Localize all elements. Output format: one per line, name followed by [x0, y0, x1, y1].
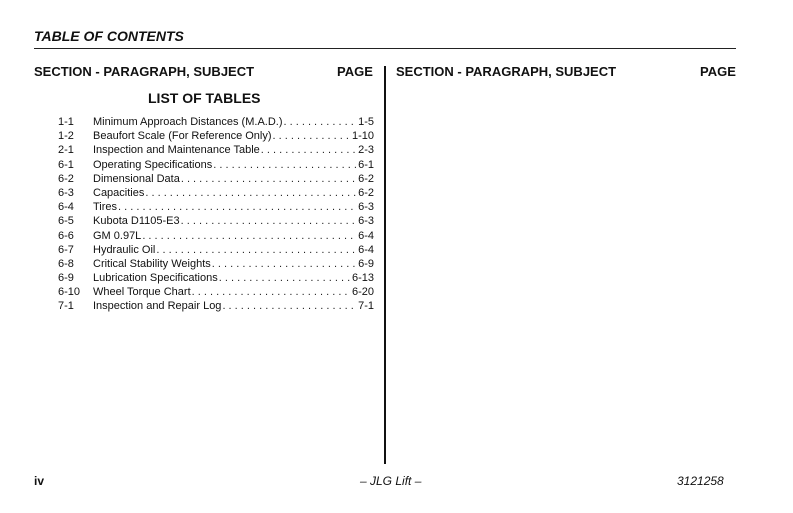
- toc-entry[interactable]: [58, 299, 374, 313]
- toc-entry[interactable]: [58, 285, 374, 299]
- table-page: 6-1: [358, 158, 374, 171]
- table-page: 6-3: [358, 201, 374, 214]
- right-page-header: PAGE: [700, 64, 736, 79]
- toc-entry[interactable]: [58, 158, 374, 172]
- table-subject: Beaufort Scale (For Reference Only): [93, 130, 272, 143]
- table-number: 6-4: [58, 201, 74, 214]
- table-subject: Tires: [93, 201, 118, 214]
- leader-dots: [145, 186, 357, 200]
- leader-dots: [261, 143, 357, 157]
- table-page: 6-4: [358, 229, 374, 242]
- toc-entry[interactable]: [58, 143, 374, 157]
- table-subject: Dimensional Data: [93, 172, 180, 185]
- table-number: 6-1: [58, 158, 74, 171]
- table-subject: Operating Specifications: [93, 158, 213, 171]
- column-divider: [384, 66, 386, 464]
- leader-dots: [192, 285, 351, 299]
- table-subject: Wheel Torque Chart: [93, 286, 191, 299]
- table-subject: Inspection and Maintenance Table: [93, 144, 260, 157]
- page-title: TABLE OF CONTENTS: [34, 28, 184, 44]
- toc-entry[interactable]: [58, 186, 374, 200]
- table-number: 6-2: [58, 172, 74, 185]
- leader-dots: [212, 257, 357, 271]
- table-number: 6-7: [58, 243, 74, 256]
- toc-entry[interactable]: [58, 229, 374, 243]
- left-page-header: PAGE: [337, 64, 373, 79]
- table-subject: Critical Stability Weights: [93, 257, 211, 270]
- leader-dots: [181, 172, 357, 186]
- table-page: 1-5: [358, 116, 374, 128]
- toc-entry[interactable]: [58, 129, 374, 143]
- table-number: 7-1: [58, 300, 74, 313]
- table-page: 6-20: [351, 286, 374, 299]
- table-page: 7-1: [358, 300, 374, 313]
- table-page: 6-4: [358, 243, 374, 256]
- leader-dots: [284, 115, 358, 129]
- table-subject: Lubrication Specifications: [93, 272, 218, 285]
- leader-dots: [273, 129, 351, 143]
- table-subject: Capacities: [93, 186, 145, 199]
- table-number: 2-1: [58, 144, 74, 157]
- toc-entry[interactable]: [58, 172, 374, 186]
- table-page: 6-2: [358, 186, 374, 199]
- table-subject: Minimum Approach Distances (M.A.D.): [93, 116, 283, 128]
- footer-doc-number: 3121258: [677, 474, 724, 488]
- leader-dots: [213, 158, 357, 172]
- toc-entry[interactable]: [58, 257, 374, 271]
- table-subject: GM 0.97L: [93, 229, 142, 242]
- tables-list: [58, 115, 374, 314]
- table-number: 1-1: [58, 116, 74, 128]
- right-subject-header: SECTION - PARAGRAPH, SUBJECT: [396, 64, 617, 79]
- table-page: 2-3: [358, 144, 374, 157]
- table-subject: Hydraulic Oil: [93, 243, 156, 256]
- table-number: 6-8: [58, 257, 74, 270]
- leader-dots: [156, 243, 357, 257]
- list-of-tables-heading: LIST OF TABLES: [148, 90, 261, 106]
- toc-entry[interactable]: [58, 200, 374, 214]
- table-number: 6-6: [58, 229, 74, 242]
- toc-entry[interactable]: [58, 271, 374, 285]
- table-number: 6-9: [58, 272, 74, 285]
- table-page: 6-13: [351, 272, 374, 285]
- table-number: 1-2: [58, 130, 74, 143]
- leader-dots: [118, 200, 357, 214]
- footer-center-text: – JLG Lift –: [360, 474, 422, 488]
- table-subject: Kubota D1105-E3: [93, 215, 180, 228]
- left-subject-header: SECTION - PARAGRAPH, SUBJECT: [34, 64, 255, 79]
- table-page: 6-2: [358, 172, 374, 185]
- leader-dots: [142, 229, 357, 243]
- leader-dots: [181, 214, 357, 228]
- table-subject: Inspection and Repair Log: [93, 300, 222, 313]
- leader-dots: [222, 299, 357, 313]
- footer-page-number: iv: [34, 474, 45, 488]
- table-number: 6-3: [58, 186, 74, 199]
- table-number: 6-10: [58, 286, 81, 299]
- toc-entry[interactable]: [58, 214, 374, 228]
- table-page: 6-3: [358, 215, 374, 228]
- table-page: 1-10: [351, 130, 374, 143]
- title-rule: [34, 48, 736, 49]
- toc-entry[interactable]: [58, 115, 374, 129]
- leader-dots: [219, 271, 351, 285]
- table-page: 6-9: [358, 257, 374, 270]
- table-number: 6-5: [58, 215, 74, 228]
- toc-entry[interactable]: [58, 243, 374, 257]
